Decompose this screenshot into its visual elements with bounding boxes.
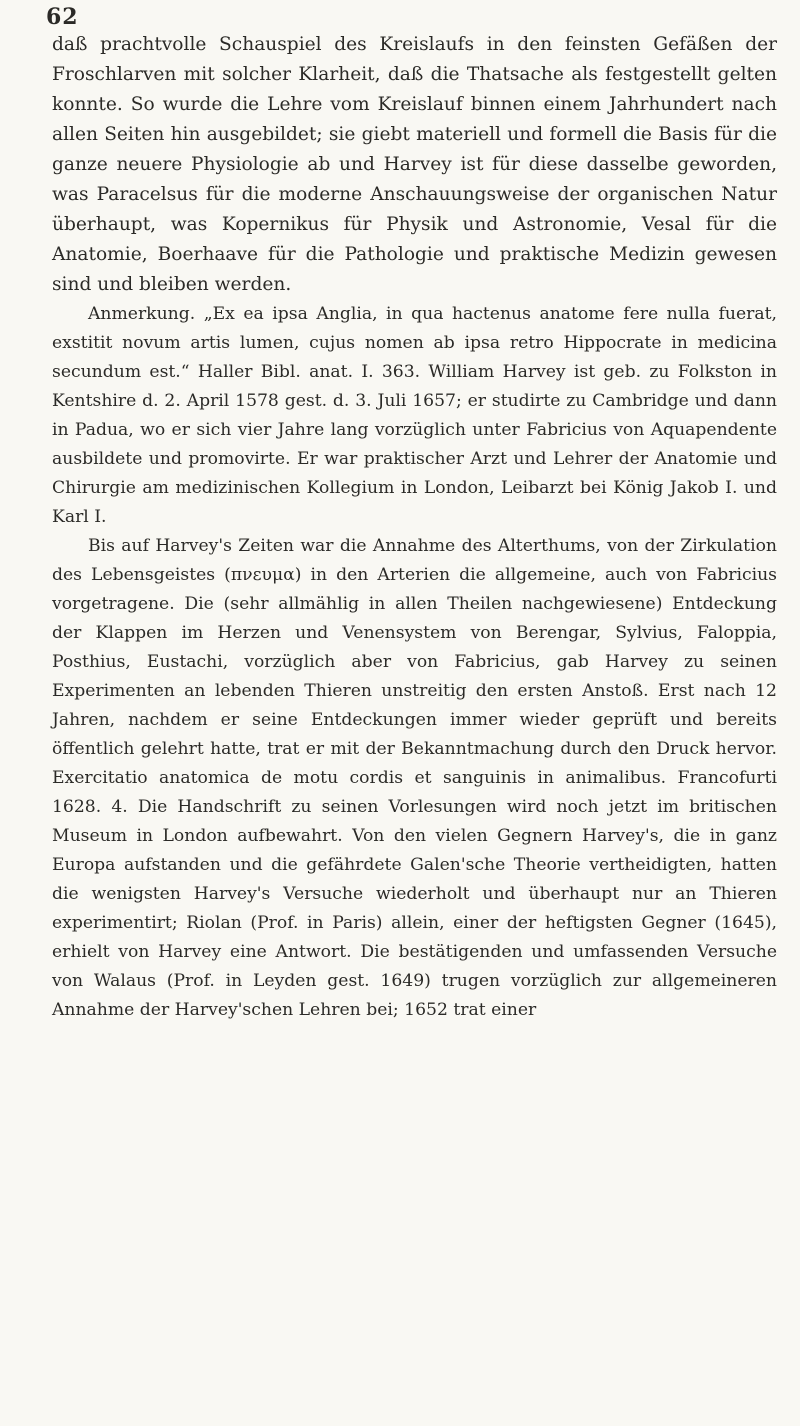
paragraph-harvey-zeiten: Bis auf Harvey's Zeiten war die Annahme des Alterthums, von der Zirkulation des Lebensgeistes (πνευμα) in den Arterien die allgemeine, auch von Fabricius vorgetragene. Die (sehr allmählig in allen Theilen nachgewiesene) Entdeckung der Klappen im Herzen und Venensystem von Berengar, Sylvius, Faloppia, Posthius, Eustachi, vorzüglich aber von Fabricius, gab Harvey zu seinen Experimenten an lebenden Thieren unstreitig den ersten Anstoß. Erst nach 12 Jahren, nachdem er seine Entdeckungen immer wieder geprüft und bereits öffentlich gelehrt hatte, trat er mit der Bekanntmachung durch den Druck hervor. Exercitatio anatomica de motu cordis et sanguinis in animalibus. Francofurti 1628. 4. Die Handschrift zu seinen Vorlesungen wird noch jetzt im britischen Museum in London aufbewahrt. Von den vielen Gegnern Harvey's, die in ganz Europa aufstanden und die gefährdete Galen'sche Theorie vertheidigten, hatten die wenigsten Harvey's Versuche wiederholt und überhaupt nur an Thieren experimentirt; Riolan (Prof. in Paris) allein, einer der heftigsten Gegner (1645), erhielt von Harvey eine Antwort. Die bestätigenden und umfassenden Versuche von Walaus (Prof. in Leyden gest. 1649) trugen vorzüglich zur allgemeineren Annahme der Harvey'schen Lehren bei; 1652 trat einer — [52, 536, 777, 1020]
paragraph-kreislauf: daß prachtvolle Schauspiel des Kreislaufs in den feinsten Gefäßen der Froschlarven mit solcher Klarheit, daß die Thatsache als festgestellt gelten konnte. So wurde die Lehre vom Kreislauf binnen einem Jahrhundert nach allen Seiten hin ausgebildet; sie giebt materiell und formell die Basis für die ganze neuere Physiologie ab und Harvey ist für diese dasselbe geworden, was Paracelsus für die moderne Anschauungsweise der organischen Natur überhaupt, was Kopernikus für Physik und Astronomie, Vesal für die Anatomie, Boerhaave für die Pathologie und praktische Medizin gewesen sind und bleiben werden. — [52, 34, 777, 295]
page-number: 62 — [46, 4, 79, 30]
paragraph-anmerkung: Anmerkung. „Ex ea ipsa Anglia, in qua hactenus anatome fere nulla fuerat, exstitit novum artis lumen, cujus nomen ab ipsa retro Hippocrate in medicina secundum est.“ Haller Bibl. anat. I. 363. William Harvey ist geb. zu Folkston in Kentshire d. 2. April 1578 gest. d. 3. Juli 1657; er studirte zu Cambridge und dann in Padua, wo er sich vier Jahre lang vorzüglich unter Fabricius von Aquapendente ausbildete und promovirte. Er war praktischer Arzt und Lehrer der Anatomie und Chirurgie am medizinischen Kollegium in London, Leibarzt bei König Jakob I. und Karl I. — [52, 304, 777, 527]
page-body — [52, 30, 777, 1025]
